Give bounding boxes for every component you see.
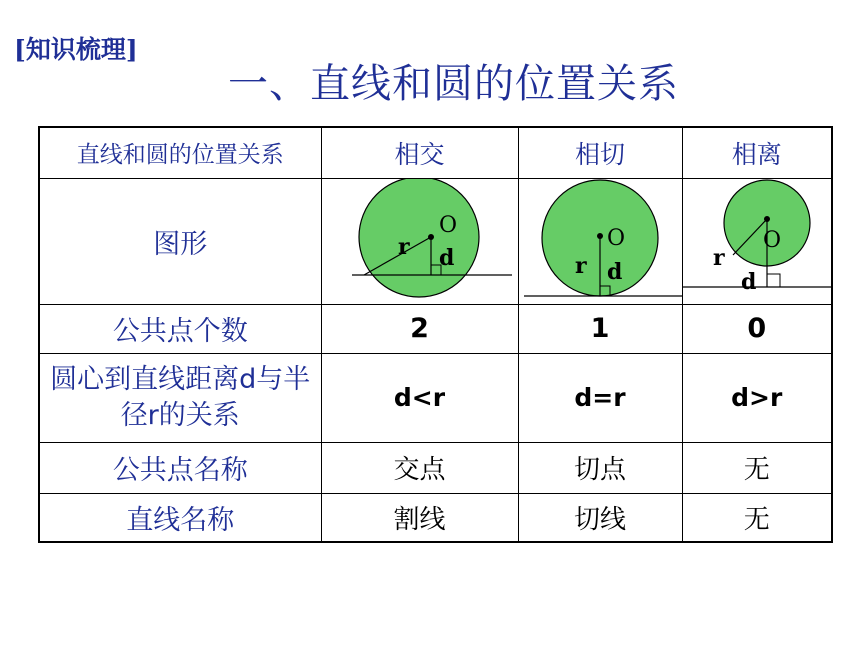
line-name-tangent: 切线 (518, 493, 682, 542)
header-separate: 相离 (682, 127, 832, 178)
distance-label: d (606, 258, 622, 285)
line-name-separate: 无 (682, 493, 832, 542)
figure-separate-cell (682, 178, 832, 304)
figure-separate (683, 179, 833, 300)
table-row-figure (39, 178, 832, 304)
point-name-separate: 无 (682, 442, 832, 493)
center-label: O (438, 212, 457, 238)
distance-label: d (438, 244, 454, 271)
header-relation: 直线和圆的位置关系 (39, 127, 321, 178)
relation-intersect: d<r (321, 353, 518, 442)
figure-tangent-cell (518, 178, 682, 304)
page-title: 一、直线和圆的位置关系 (228, 61, 679, 107)
figure-tangent (519, 179, 683, 300)
line-name-intersect: 割线 (321, 493, 518, 542)
center-label: O (762, 227, 781, 253)
center-point (597, 233, 603, 239)
center-point (428, 234, 434, 240)
circle-intersect (359, 179, 479, 297)
table-header-row (39, 127, 832, 178)
radius-label: r (397, 233, 410, 260)
radius-label: r (574, 252, 587, 279)
count-separate: 0 (682, 304, 832, 353)
row-label-line-name: 直线名称 (39, 493, 321, 542)
section-tag: [知识梳理] (14, 35, 138, 64)
relation-separate: d>r (682, 353, 832, 442)
table-row-line-name (39, 493, 832, 542)
row-label-relation: 圆心到直线距离d与半径r的关系 (39, 353, 321, 442)
figure-intersect (322, 179, 519, 300)
table-row-point-name (39, 442, 832, 493)
count-tangent: 1 (518, 304, 682, 353)
center-point (764, 216, 770, 222)
point-name-intersect: 交点 (321, 442, 518, 493)
row-label-figure: 图形 (39, 178, 321, 304)
row-label-count: 公共点个数 (39, 304, 321, 353)
radius-label: r (712, 244, 725, 271)
center-label: O (606, 225, 625, 251)
header-intersect: 相交 (321, 127, 518, 178)
relation-table (38, 126, 833, 543)
table-row-relation (39, 353, 832, 442)
distance-label: d (740, 268, 756, 295)
point-name-tangent: 切点 (518, 442, 682, 493)
table-row-count (39, 304, 832, 353)
header-tangent: 相切 (518, 127, 682, 178)
relation-tangent: d=r (518, 353, 682, 442)
right-angle-mark (767, 274, 780, 287)
figure-intersect-cell (321, 178, 518, 304)
count-intersect: 2 (321, 304, 518, 353)
row-label-point-name: 公共点名称 (39, 442, 321, 493)
